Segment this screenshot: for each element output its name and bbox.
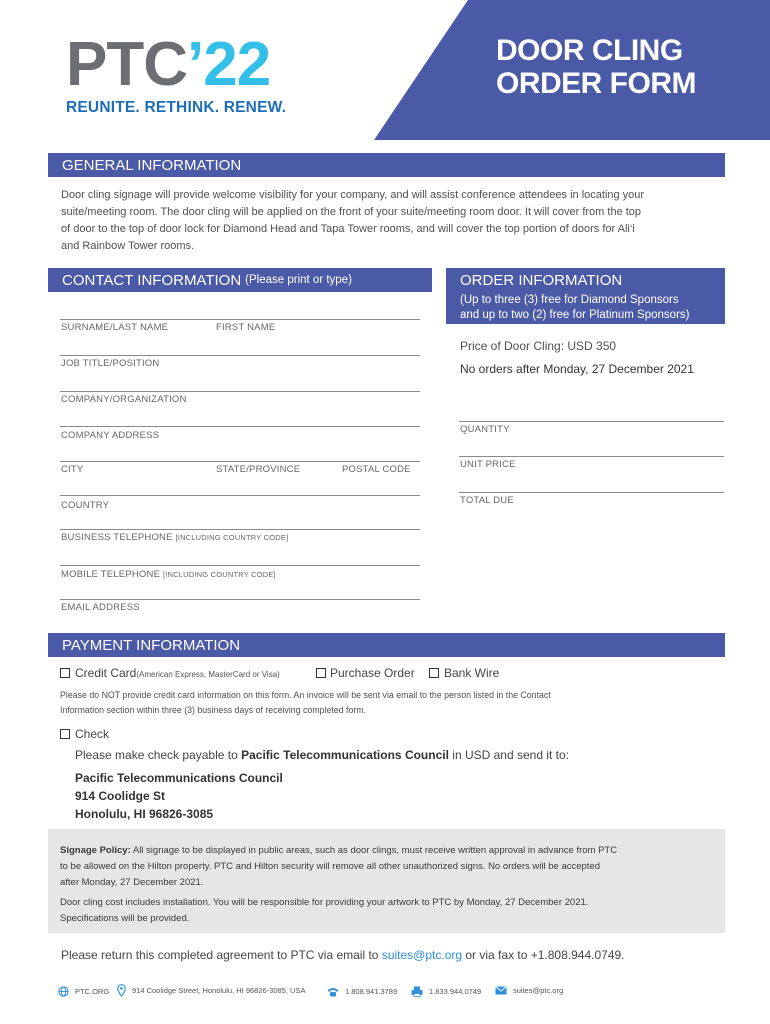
envelope-icon xyxy=(495,986,507,995)
check-checkbox[interactable] xyxy=(60,729,70,739)
bank-wire-checkbox[interactable] xyxy=(429,668,439,678)
return-email-link[interactable]: suites@ptc.org xyxy=(381,948,463,962)
mobile-phone-line[interactable] xyxy=(60,565,420,566)
policy-line-2: to be allowed on the Hilton property. PTC and Hilton security will remove all other unauthorized signs. No orders will be accepted xyxy=(60,861,601,872)
company-line[interactable] xyxy=(60,391,420,392)
price-text: Price of Door Cling: USD 350 xyxy=(460,339,617,353)
postal-code-label: POSTAL CODE xyxy=(342,464,411,475)
surname-label: SURNAME/LAST NAME xyxy=(61,322,169,333)
fax-icon xyxy=(411,986,423,997)
policy-line-4: Door cling cost includes installation. You will be responsible for providing your artwork to PTC by Monday, 27 December 2021. xyxy=(60,897,589,908)
ptc22-logo: PTC’22 REUNITE. RETHINK. RENEW. xyxy=(66,30,287,116)
state-label: STATE/PROVINCE xyxy=(216,464,301,475)
city-label: CITY xyxy=(61,464,84,475)
form-title: DOOR CLING ORDER FORM xyxy=(496,34,696,100)
surname-line[interactable] xyxy=(60,319,420,320)
mobile-phone-label: MOBILE TELEPHONE [INCLUDING COUNTRY CODE] xyxy=(61,569,276,580)
deadline-text: No orders after Monday, 27 December 2021 xyxy=(460,362,694,376)
check-instructions: Please make check payable to Pacific Telecommunications Council in USD and send it to: xyxy=(75,748,570,762)
contact-info-header: CONTACT INFORMATION (Please print or type) xyxy=(48,268,432,292)
check-label: Check xyxy=(75,727,110,741)
purchase-order-checkbox[interactable] xyxy=(316,668,326,678)
purchase-order-label: Purchase Order xyxy=(330,666,415,680)
order-info-header: ORDER INFORMATION (Up to three (3) free for Diamond Sponsors and up to two (2) free for Platinum Sponsors) xyxy=(446,268,725,324)
unit-price-label: UNIT PRICE xyxy=(460,459,516,470)
payment-info-header: PAYMENT INFORMATION xyxy=(48,633,725,657)
country-line[interactable] xyxy=(60,495,420,496)
general-info-text: Door cling signage will provide welcome visibility for your company, and will assist conference attendees in locating your suite/meeting room. The door cling will be applied on the front of your suite/meeting room door. It will cover from the top of door to the top of door lock for Diamond Head and Tapa Tower rooms, and will cover the top portion of doors for Ali‘i and Rainbow Tower rooms. xyxy=(61,189,645,252)
total-due-line[interactable] xyxy=(459,492,724,493)
job-title-label: JOB TITLE/POSITION xyxy=(61,358,160,369)
address-label: COMPANY ADDRESS xyxy=(61,430,160,441)
footer-fax[interactable]: 1.833.944.0749 xyxy=(411,986,481,997)
quantity-line[interactable] xyxy=(459,421,724,422)
business-phone-label: BUSINESS TELEPHONE [INCLUDING COUNTRY CODE] xyxy=(61,532,289,543)
bank-wire-label: Bank Wire xyxy=(444,666,500,680)
map-pin-icon xyxy=(117,984,126,997)
logo-tagline: REUNITE. RETHINK. RENEW. xyxy=(66,99,287,116)
policy-line-1: Signage Policy: All signage to be displayed in public areas, such as door clings, must receive written approval in advance from PTC xyxy=(60,845,618,856)
footer-email[interactable]: suites@ptc.org xyxy=(495,986,563,995)
unit-price-line[interactable] xyxy=(459,456,724,457)
company-label: COMPANY/ORGANIZATION xyxy=(61,394,187,405)
city-line[interactable] xyxy=(60,461,420,462)
globe-icon xyxy=(58,986,69,997)
phone-icon xyxy=(327,986,339,997)
credit-card-label: Credit Card(American Express, MasterCard or Visa) xyxy=(75,666,280,680)
policy-line-5: Specifications will be provided. xyxy=(60,913,190,924)
business-phone-line[interactable] xyxy=(60,529,420,530)
footer-website[interactable]: PTC.ORG xyxy=(58,986,109,997)
footer-phone[interactable]: 1.808.941.3789 xyxy=(327,986,397,997)
email-label: EMAIL ADDRESS xyxy=(61,602,140,613)
mailing-address: Pacific Telecommunications Council 914 Coolidge St Honolulu, HI 96826-3085 xyxy=(75,771,283,821)
email-line[interactable] xyxy=(60,599,420,600)
general-info-header: GENERAL INFORMATION xyxy=(48,153,725,177)
policy-line-3: after Monday, 27 December 2021. xyxy=(60,877,204,888)
total-due-label: TOTAL DUE xyxy=(460,495,514,506)
footer-address: 914 Coolidge Street, Honolulu, HI 96826-3085, USA xyxy=(117,984,305,997)
return-instructions: Please return this completed agreement to PTC via email to suites@ptc.org or via fax to +1.808.944.0749. xyxy=(61,948,625,962)
address-line[interactable] xyxy=(60,426,420,427)
country-label: COUNTRY xyxy=(61,500,110,511)
credit-card-note: Please do NOT provide credit card information on this form. An invoice will be sent via email to the person listed in the Contact Information section within three (3) business days of receiving completed form. xyxy=(60,690,551,715)
first-name-label: FIRST NAME xyxy=(216,322,276,333)
job-title-line[interactable] xyxy=(60,355,420,356)
quantity-label: QUANTITY xyxy=(460,424,510,435)
credit-card-checkbox[interactable] xyxy=(60,668,70,678)
